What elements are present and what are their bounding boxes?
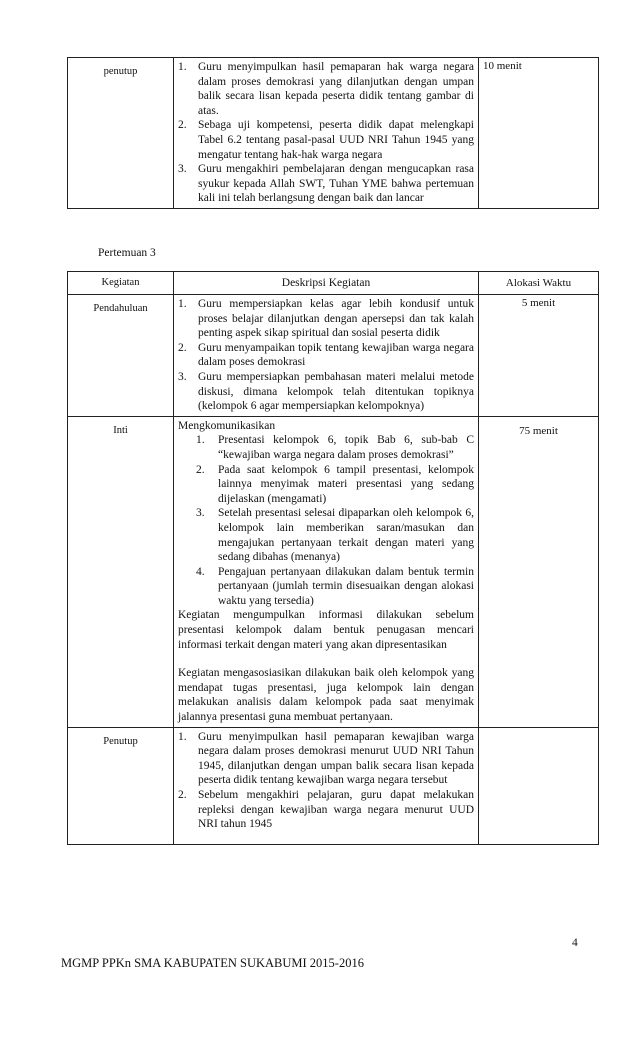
description-cell (174, 295, 479, 417)
list-item: 3. Guru mengakhiri pembelajaran dengan mengucapkan rasa syukur kepada Allah SWT, Tuhan YME bahwa pertemuan kali ini telah berlangsung dengan baik dan lancar (178, 163, 474, 205)
description-list (178, 60, 474, 206)
list-item: 2. Pada saat kelompok 6 tampil presentasi, kelompok lainnya menyimak materi presentasi yang sedang dijelaskan (mengamati) (196, 463, 474, 505)
paragraph: Kegiatan mengumpulkan informasi dilakukan sebelum presentasi kelompok dalam bentuk penugasan mencari informasi terkait dengan materi yang akan dipresentasikan (178, 609, 474, 651)
description-cell (174, 416, 479, 727)
activity-cell: penutup (68, 58, 174, 209)
list-item: 2. Sebelum mengakhiri pelajaran, guru dapat melakukan repleksi dengan kewajiban warga negara menurut UUD NRI tahun 1945 (178, 789, 474, 831)
intro-label: Mengkomunikasikan (178, 419, 276, 432)
description-list (178, 730, 474, 832)
page-number: 4 (572, 937, 578, 949)
list-item: 1. Guru mempersiapkan kelas agar lebih kondusif untuk proses belajar dilanjutkan dengan apersepsi dan tak kalah penting aspek sikap spiritual dan sosial peserta didik (178, 298, 474, 340)
table-row (68, 58, 599, 209)
time-allocation-cell: 75 menit (479, 416, 599, 727)
description-cell (174, 58, 479, 209)
activity-cell: Inti (68, 416, 174, 727)
closing-activity-table (67, 57, 599, 209)
activity-cell: Penutup (68, 727, 174, 844)
time-allocation-cell: 5 menit (479, 295, 599, 417)
header-kegiatan: Kegiatan (68, 272, 174, 295)
list-item: 1. Presentasi kelompok 6, topik Bab 6, sub-bab C “kewajiban warga negara dalam proses demokrasi” (196, 434, 474, 461)
meeting-3-table (67, 271, 599, 845)
list-item: 3. Setelah presentasi selesai dipaparkan oleh kelompok 6, kelompok lain memberikan saran/masukan dan mengajukan pertanyaan terkait dengan materi yang sedang dibahas (menanya) (196, 507, 474, 564)
section-heading: Pertemuan 3 (98, 247, 156, 259)
table-row-penutup (68, 727, 599, 844)
paragraph: Kegiatan mengasosiasikan dilakukan baik oleh kelompok yang mendapat tugas presentasi, juga kelompok lain dengan melakukan analisis dalam kelompok pada saat menyimak jalannya presentasi guna membuat pertanyaan. (178, 667, 474, 724)
description-list (196, 433, 474, 608)
header-deskripsi: Deskripsi Kegiatan (174, 272, 479, 295)
table-header-row (68, 272, 599, 295)
header-alokasi: Alokasi Waktu (479, 272, 599, 295)
list-item: 4. Pengajuan pertanyaan dilakukan dalam bentuk termin pertanyaan (jumlah termin disesuaikan dengan alokasi waktu yang tersedia) (196, 565, 474, 607)
list-item: 3. Guru mempersiapkan pembahasan materi melalui metode diskusi, dimana kelompok telah ditentukan topiknya (kelompok 6 agar mempersiapkan kelompoknya) (178, 370, 474, 413)
table-row-pendahuluan (68, 295, 599, 417)
time-allocation-cell: 10 menit (479, 58, 599, 209)
description-list (178, 297, 474, 414)
time-allocation-cell (479, 727, 599, 844)
table-row-inti (68, 416, 599, 727)
footer: MGMP PPKn SMA KABUPATEN SUKABUMI 2015-2016 (61, 956, 364, 970)
list-item: 1. Guru menyimpulkan hasil pemaparan kewajiban warga negara dalam proses demokrasi menurut UUD NRI Tahun 1945, dilanjutkan dengan umpan balik secara lisan kepada peserta didik tentang kewajiban warga negara tersebut (178, 730, 474, 787)
list-item: 2. Sebaga uji kompetensi, peserta didik dapat melengkapi Tabel 6.2 tentang pasal-pasal UUD NRI Tahun 1945 yang mengatur tentang hak-hak warga negara (178, 119, 474, 161)
list-item: 2. Guru menyampaikan topik tentang kewajiban warga negara dalam poses demokrasi (178, 341, 474, 369)
list-item: 1. Guru menyimpulkan hasil pemaparan hak warga negara dalam proses demokrasi yang dilanjutkan dengan umpan balik secara lisan kepada peserta didik tentang gambar di atas. (178, 61, 474, 117)
activity-cell: Pendahuluan (68, 295, 174, 417)
description-cell (174, 727, 479, 844)
